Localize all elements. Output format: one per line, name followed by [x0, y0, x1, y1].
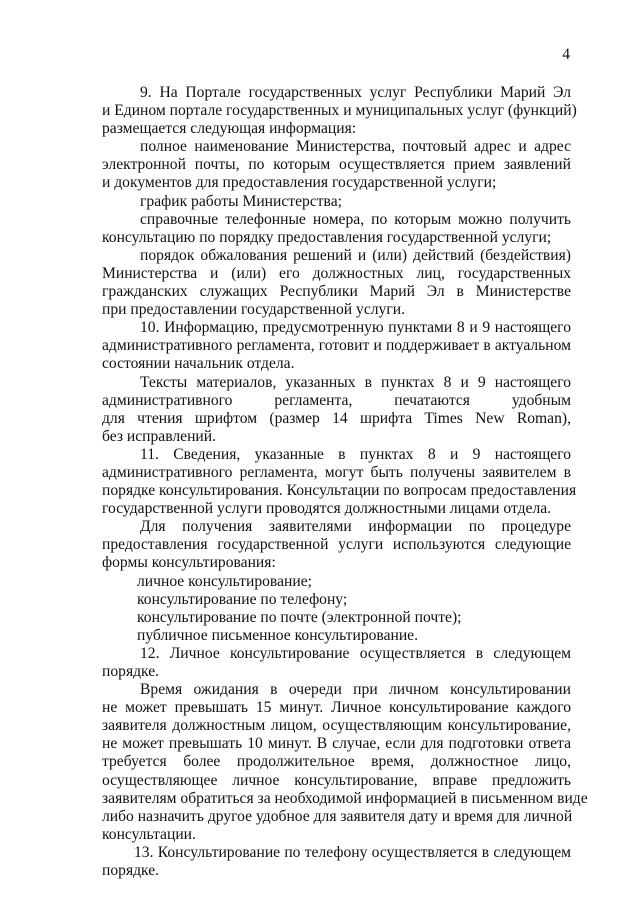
text-line: 11. Сведения, указанные в пунктах 8 и 9 настоящего	[140, 445, 571, 463]
text-line: порядке.	[102, 862, 160, 880]
text-line: и документов для предоставления государственной услуги;	[102, 174, 497, 192]
text-line: формы консультирования:	[102, 554, 276, 572]
text-line: состоянии начальник отдела.	[102, 355, 295, 373]
text-line: либо назначить другое удобное для заявителя дату и время для личной	[102, 807, 573, 825]
text-line: порядок обжалования решений и (или) действий (бездействия)	[140, 246, 571, 264]
text-line: не может превышать 15 минут. Личное консультирование каждого	[102, 699, 571, 717]
text-line: Для получения заявителями информации по процедуре	[140, 518, 571, 536]
text-line: 10. Информацию, предусмотренную пунктами 8 и 9 настоящего	[140, 319, 571, 337]
text-line: консультации.	[102, 825, 196, 843]
text-line: Министерства и (или) его должностных лиц, государственных	[102, 264, 571, 282]
text-line: Тексты материалов, указанных в пунктах 8 и 9 настоящего	[140, 373, 571, 391]
text-line: без исправлений.	[102, 427, 217, 445]
text-line: гражданских служащих Республики Марий Эл в Министерстве	[102, 283, 571, 301]
text-line: справочные телефонные номера, по которым можно получить	[140, 210, 571, 228]
text-line: и Едином портале государственных и муниципальных услуг (функций)	[102, 102, 577, 120]
page-number: 4	[562, 46, 570, 63]
text-line: государственной услуги проводятся должностными лицами отдела.	[102, 500, 552, 518]
text-line: консультацию по порядку предоставления государственной услуги;	[102, 228, 552, 246]
text-line: требуется более продолжительное время, должностное лицо,	[102, 753, 571, 771]
text-line: полное наименование Министерства, почтовый адрес и адрес	[140, 138, 571, 156]
text-line: заявителям обратиться за необходимой информацией в письменном виде	[102, 789, 588, 807]
text-line: размещается следующая информация:	[102, 120, 357, 138]
text-line: электронной почты, по которым осуществляется прием заявлений	[102, 156, 571, 174]
text-line: для чтения шрифтом (размер 14 шрифта Times New Roman),	[102, 409, 571, 427]
body-text	[102, 84, 588, 880]
text-line: график работы Министерства;	[140, 192, 342, 210]
text-line: личное консультирование;	[137, 572, 312, 590]
text-line: консультирование по почте (электронной почте);	[137, 608, 462, 626]
text-line: административного регламента, печатаются удобным	[102, 391, 571, 409]
text-line: при предоставлении государственной услуги.	[102, 301, 405, 319]
text-line: не может превышать 10 минут. В случае, если для подготовки ответа	[102, 735, 571, 753]
text-line: предоставления государственной услуги используются следующие	[102, 536, 571, 554]
text-line: 9. На Портале государственных услуг Республики Марий Эл	[140, 84, 571, 101]
text-line: административного регламента, могут быть получены заявителем в	[102, 463, 571, 481]
text-line: порядке консультирования. Консультации по вопросам предоставления	[102, 482, 577, 500]
text-line: административного регламента, готовит и поддерживает в актуальном	[102, 337, 571, 355]
text-line: 12. Личное консультирование осуществляется в следующем	[140, 644, 571, 662]
text-line: консультирование по телефону;	[137, 590, 348, 608]
text-line: публичное письменное консультирование.	[137, 626, 419, 644]
text-line: осуществляющее личное консультирование, вправе предложить	[102, 771, 571, 789]
text-line: порядке.	[102, 663, 160, 680]
text-line: Время ожидания в очереди при личном консультировании	[140, 681, 571, 699]
text-line: 13. Консультирование по телефону осуществляется в следующем	[134, 843, 571, 861]
text-line: заявителя должностным лицом, осуществляющим консультирование,	[102, 717, 571, 735]
